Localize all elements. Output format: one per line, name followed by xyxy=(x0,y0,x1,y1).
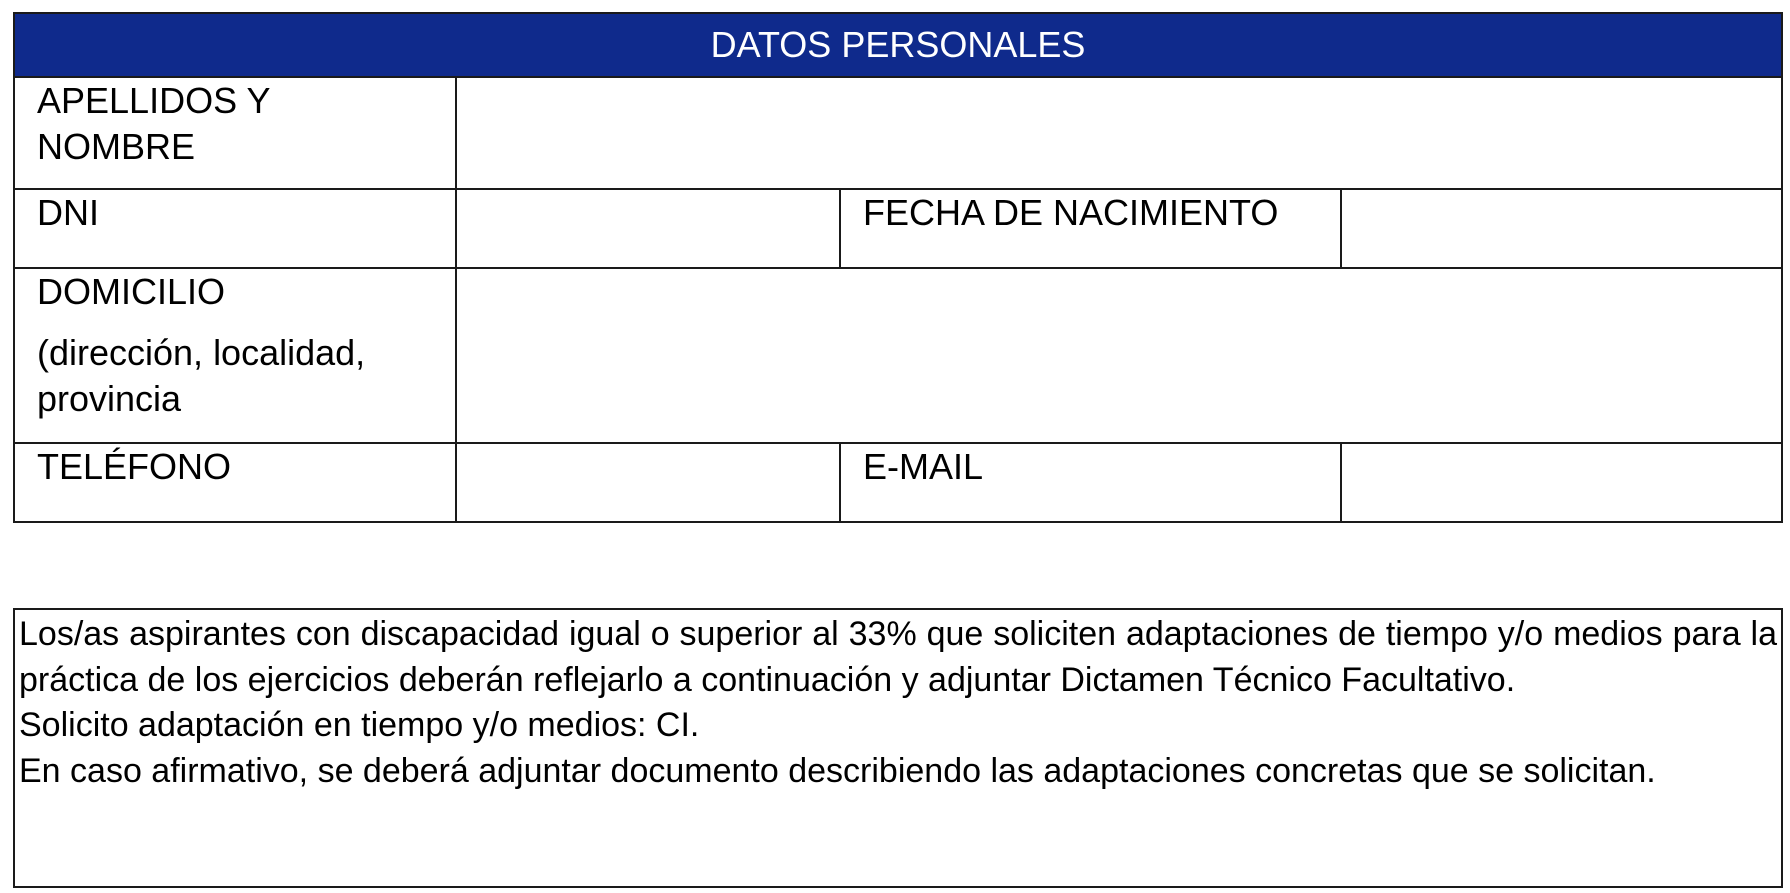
phone-label: TELÉFONO xyxy=(37,446,232,487)
dni-label-cell xyxy=(14,189,456,268)
name-label-line1: APELLIDOS Y xyxy=(37,80,271,121)
birthdate-label-cell xyxy=(840,189,1341,268)
phone-field[interactable] xyxy=(456,443,840,522)
row-name xyxy=(14,77,1782,189)
name-label-cell xyxy=(14,77,456,189)
email-label: E-MAIL xyxy=(863,446,984,487)
name-field[interactable] xyxy=(456,77,1782,189)
address-field[interactable] xyxy=(456,268,1782,443)
address-sublabel: (dirección, localidad, provincia xyxy=(37,332,366,419)
personal-data-table xyxy=(13,12,1783,523)
address-label-cell xyxy=(14,268,456,443)
email-label-cell xyxy=(840,443,1341,522)
name-label-line2: NOMBRE xyxy=(37,126,196,167)
personal-data-title: DATOS PERSONALES xyxy=(14,13,1782,77)
dni-label: DNI xyxy=(37,192,99,233)
birthdate-label: FECHA DE NACIMIENTO xyxy=(863,192,1279,233)
phone-label-cell xyxy=(14,443,456,522)
disability-notice-box xyxy=(13,608,1783,888)
notice-paragraph-1: Los/as aspirantes con discapacidad igual o superior al 33% que soliciten adaptaciones de tiempo y/o medios para la práctica de los ejercicios deberán reflejarlo a continuación y adjuntar Dictamen Técnico Facultativo. xyxy=(19,615,1777,699)
email-field[interactable] xyxy=(1341,443,1782,522)
address-label: DOMICILIO xyxy=(37,271,226,312)
notice-paragraph-2: Solicito adaptación en tiempo y/o medios: CI. xyxy=(19,706,700,744)
dni-field[interactable] xyxy=(456,189,840,268)
notice-paragraph-3: En caso afirmativo, se deberá adjuntar documento describiendo las adaptaciones concretas que se solicitan. xyxy=(19,751,1656,790)
row-address xyxy=(14,268,1782,443)
birthdate-field[interactable] xyxy=(1341,189,1782,268)
row-phone xyxy=(14,443,1782,522)
row-dni xyxy=(14,189,1782,268)
